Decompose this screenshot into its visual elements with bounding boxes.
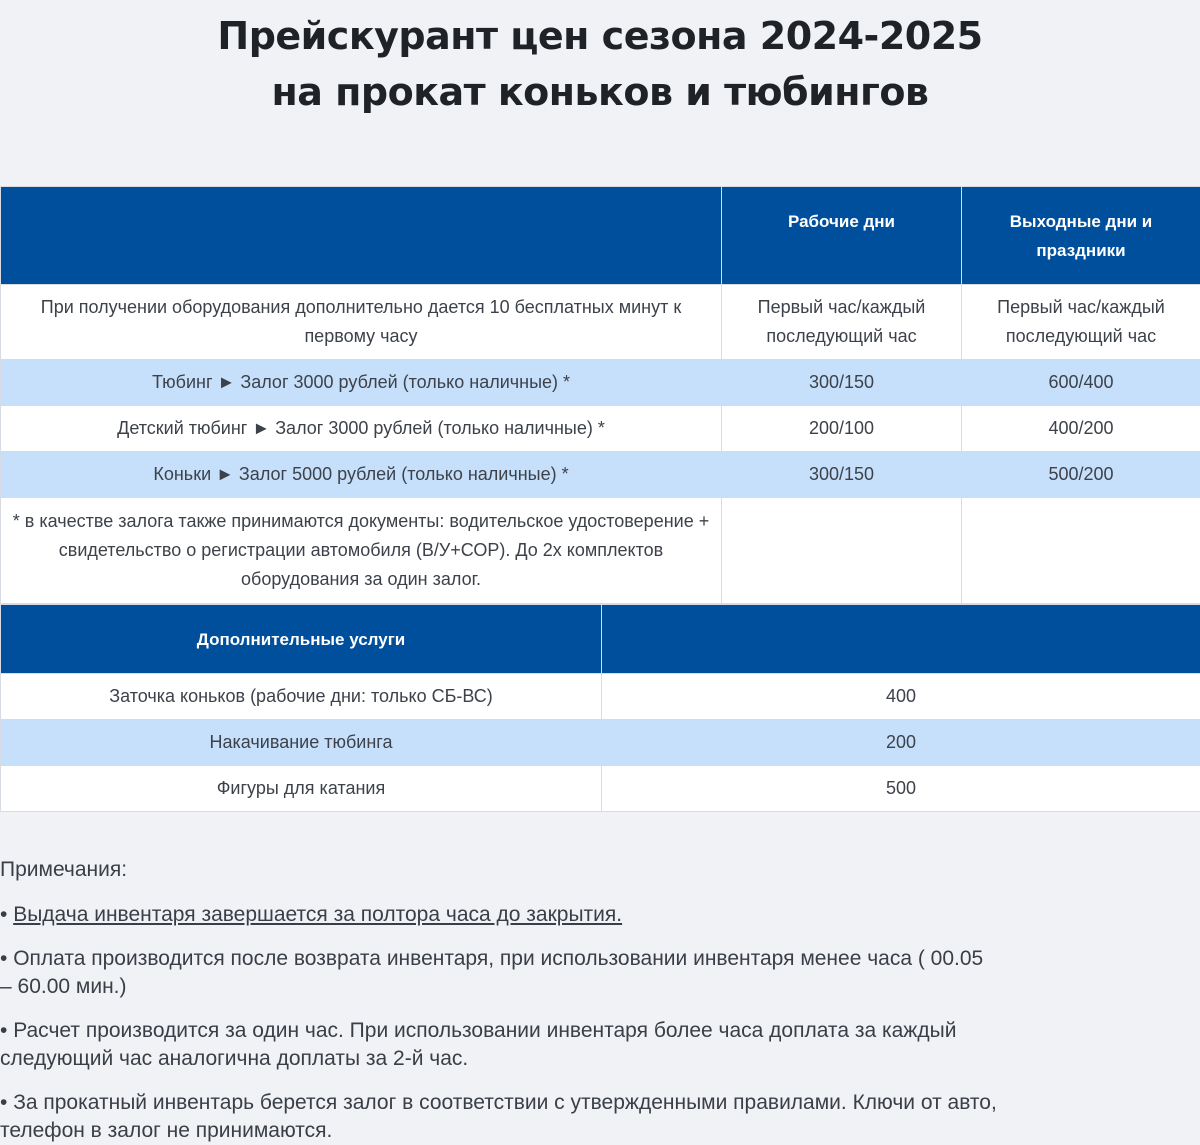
note-item: [0, 1017, 1000, 1073]
row-item: При получении оборудования дополнительно дается 10 бесплатных минут к первому часу: [1, 285, 722, 360]
table-row: [1, 674, 1200, 720]
row-item: Коньки ► Залог 5000 рублей (только наличные) *: [1, 452, 722, 498]
header-services-price: [602, 605, 1200, 674]
notes-heading: Примечания:: [0, 856, 1000, 884]
row-weekday-price: Первый час/каждый последующий час: [722, 285, 962, 360]
bullet: •: [0, 947, 13, 970]
note-item: [0, 1089, 1000, 1145]
price-table-header: [1, 187, 1200, 285]
row-weekday-price: [722, 498, 962, 604]
row-weekday-price: 200/100: [722, 406, 962, 452]
notes-section: [0, 812, 1000, 1145]
row-weekday-price: 300/150: [722, 360, 962, 406]
service-name: Заточка коньков (рабочие дни: только СБ-ВС): [1, 674, 602, 720]
row-weekend-price: 500/200: [962, 452, 1200, 498]
table-row: [1, 285, 1200, 360]
row-item: Тюбинг ► Залог 3000 рублей (только наличные) *: [1, 360, 722, 406]
header-weekdays: Рабочие дни: [722, 187, 962, 285]
header-services: Дополнительные услуги: [1, 605, 602, 674]
row-weekend-price: [962, 498, 1200, 604]
services-table-header: [1, 605, 1200, 674]
header-item: [1, 187, 722, 285]
note-text: Расчет производится за один час. При использовании инвентаря более часа доплата за каждый следующий час аналогична доплаты за 2-й час.: [0, 1019, 956, 1070]
service-price: 400: [602, 674, 1200, 720]
row-weekend-price: 600/400: [962, 360, 1200, 406]
note-item: [0, 901, 1000, 929]
bullet: •: [0, 1091, 13, 1114]
bullet: •: [0, 1019, 13, 1042]
header-weekends: Выходные дни и праздники: [962, 187, 1200, 285]
row-weekday-price: 300/150: [722, 452, 962, 498]
note-link[interactable]: Выдача инвентаря завершается за полтора часа до закрытия.: [13, 903, 622, 926]
service-price: 500: [602, 766, 1200, 812]
note-text: Оплата производится после возврата инвентаря, при использовании инвентаря менее часа ( 00.05 – 60.00 мин.): [0, 947, 983, 998]
services-table: [0, 604, 1200, 812]
note-item: [0, 945, 1000, 1001]
service-name: Накачивание тюбинга: [1, 720, 602, 766]
page-title: [0, 0, 1200, 120]
service-name: Фигуры для катания: [1, 766, 602, 812]
service-price: 200: [602, 720, 1200, 766]
bullet: •: [0, 903, 13, 926]
row-weekend-price: 400/200: [962, 406, 1200, 452]
table-row: [1, 720, 1200, 766]
table-row: [1, 498, 1200, 604]
table-row: [1, 360, 1200, 406]
row-weekend-price: Первый час/каждый последующий час: [962, 285, 1200, 360]
row-item: Детский тюбинг ► Залог 3000 рублей (только наличные) *: [1, 406, 722, 452]
table-row: [1, 406, 1200, 452]
table-row: [1, 452, 1200, 498]
price-table: [0, 186, 1200, 604]
page-title-line-2: на прокат коньков и тюбингов: [0, 64, 1200, 120]
deposit-footnote: * в качестве залога также принимаются документы: водительское удостоверение + свидетельство о регистрации автомобиля (В/У+СОР). До 2х комплектов оборудования за один залог.: [1, 498, 722, 604]
table-row: [1, 766, 1200, 812]
note-text: За прокатный инвентарь берется залог в соответствии с утвержденными правилами. Ключи от авто, телефон в залог не принимаются.: [0, 1091, 997, 1142]
page-title-line-1: Прейскурант цен сезона 2024-2025: [0, 8, 1200, 64]
